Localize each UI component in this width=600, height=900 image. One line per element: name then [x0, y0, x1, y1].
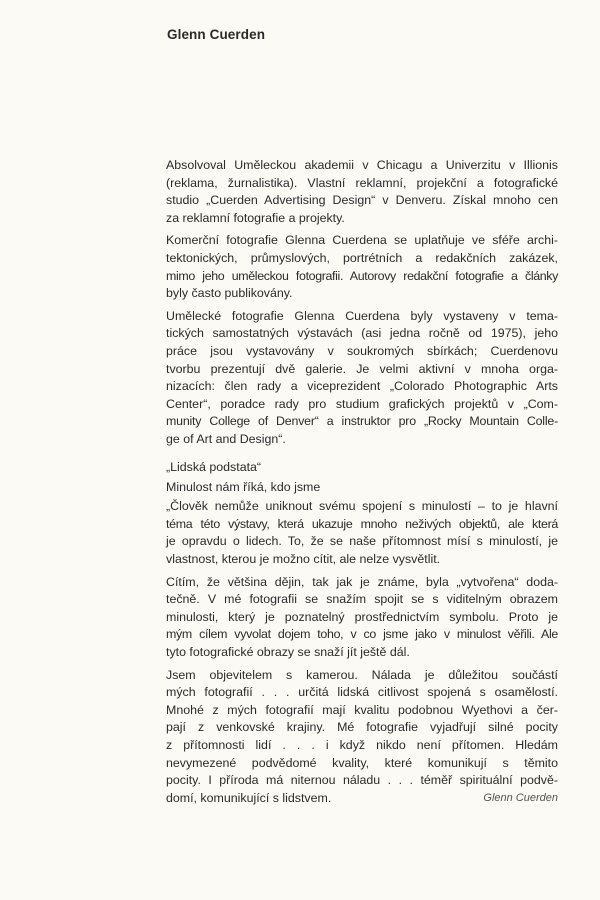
text-line: vlastnost, kterou je možno cítit, ale nelze vysvětlit. [166, 551, 441, 566]
statement-paragraph [166, 574, 558, 662]
signature: Glenn Cuerden [483, 792, 558, 804]
text-line: nizacích: člen rady a viceprezident „Colorado Photographic Arts [166, 379, 558, 394]
text-line: Mnohé z mých fotografií mají kvalitu podobnou Wyethovi a čer- [166, 702, 558, 717]
text-line: pocity. I příroda má niternou náladu . . . téměř spirituální podvě- [166, 773, 558, 788]
statement-title: „Lidská podstata“ [166, 460, 262, 474]
text-line: je opravdu o lidech. To, že se naše přítomnost mísí s minulostí, je [166, 534, 558, 549]
text-line: domí, komunikující s lidstvem. [166, 790, 332, 805]
text-line: mým cílem vyvolat dojem toho, v co jsme jako v minulost věřili. Ale [166, 627, 558, 642]
text-line: ge of Art and Design“. [166, 431, 286, 446]
biography-paragraph [166, 308, 558, 449]
biography-paragraph [166, 232, 558, 302]
text-line: mých fotografií . . . určitá lidská citlivost spojená s osamělostí. [166, 685, 558, 700]
text-line: tických samostatných výstavách (asi jedna ročně od 1975), jeho [166, 326, 558, 341]
text-line: Center“, poradce rady pro studium grafických projektů v „Com- [166, 396, 558, 411]
text-line: studio „Cuerden Advertising Design“ v Denveru. Získal mnoho cen [166, 193, 558, 208]
text-line: Absolvoval Uměleckou akademii v Chicagu a Univerzitu v Illionis [166, 158, 558, 172]
text-line: mimo jeho uměleckou fotografii. Autorovy redakční fotografie a články [166, 268, 558, 283]
text-line: „Člověk nemůže uniknout svému spojení s minulostí – to je hlavní [166, 499, 558, 514]
text-line: nevymezené podvědomé kvality, které komunikují s těmito [166, 755, 558, 770]
biography-paragraph [166, 157, 558, 227]
text-line: Umělecké fotografie Glenna Cuerdena byly vystaveny v tema- [166, 308, 558, 323]
text-line: za reklamní fotografie a projekty. [166, 210, 345, 225]
text-line: z přítomnosti lidí . . . i když nikdo není přítomen. Hledám [166, 737, 558, 752]
text-line: téma této výstavy, která ukazuje mnoho neživých objektů, ale která [166, 516, 558, 531]
statement-subtitle: Minulost nám říká, kdo jsme [166, 479, 321, 494]
text-line: Cítím, že většina dějin, tak jak je známe, byla „vytvořena“ doda- [166, 574, 558, 589]
text-line: minulosti, který je poznatelný prostřednictvím symbolu. Proto je [166, 609, 558, 624]
text-line: munity College of Denver“ a instruktor pro „Rocky Mountain Colle- [166, 414, 558, 429]
statement-paragraph [166, 667, 558, 808]
text-line: práce jsou vystavovány v soukromých sbírkách; Cuerdenovu [166, 343, 558, 358]
text-line: tyto fotografické obrazy se snaží jít ještě dál. [166, 644, 410, 659]
author-heading: Glenn Cuerden [167, 27, 266, 42]
text-line: tečně. V mé fotografii se snažím spojit se s viditelným obrazem [166, 592, 558, 607]
statement-paragraph [166, 498, 558, 568]
text-line: Komerční fotografie Glenna Cuerdena se uplatňuje ve sféře archi- [166, 233, 558, 248]
artist-statement-section [166, 459, 558, 812]
biography-section [166, 157, 558, 454]
text-line: (reklama, žurnalistika). Vlastní reklamní, projekční a fotografické [166, 175, 558, 190]
text-line: tvorbu prezentují dvě galerie. Je velmi aktivní v mnoha orga- [166, 361, 558, 376]
text-line: Jsem objevitelem s kamerou. Nálada je důležitou součástí [166, 667, 558, 682]
text-line: byly často publikovány. [166, 286, 293, 301]
text-line: pají z venkovské krajiny. Mé fotografie vyjadřují silné pocity [166, 720, 558, 735]
text-line: tektonických, průmyslových, portrétních a redakčních zakázek, [166, 250, 558, 265]
